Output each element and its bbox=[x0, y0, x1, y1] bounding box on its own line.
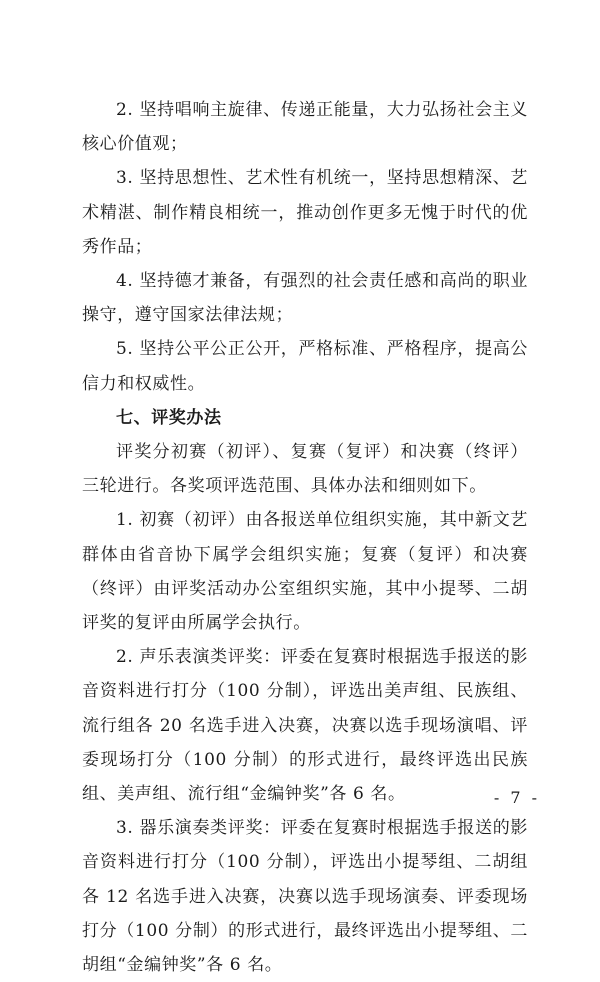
method-1: 1. 初赛（初评）由各报送单位组织实施，其中新文艺群体由省音协下属学会组织实施；复赛（复评）和决赛（终评）由评奖活动办公室组织实施，其中小提琴、二胡评奖的复评由所属学会执行。 bbox=[82, 510, 528, 634]
method-2: 2. 声乐表演类评奖：评委在复赛时根据选手报送的影音资料进行打分（100 分制），评选出美声组、民族组、流行组各 20 名选手进入决赛，决赛以选手现场演唱、评委现场打分（100 分制）的形式进行，最终评选出民族组、美声组、流行组“金编钟奖”各 6 名。 bbox=[82, 647, 528, 805]
principle-2: 2. 坚持唱响主旋律、传递正能量，大力弘扬社会主义核心价值观； bbox=[82, 100, 528, 155]
section-heading: 七、评奖办法 bbox=[116, 407, 222, 428]
method-3: 3. 器乐演奏类评奖：评委在复赛时根据选手报送的影音资料进行打分（100 分制），评选出小提琴组、二胡组各 12 名选手进入决赛，决赛以选手现场演奏、评委现场打分（100 分制）的形式进行，最终评选出小提琴组、二胡组“金编钟奖”各 6 名。 bbox=[82, 818, 528, 976]
principle-4: 4. 坚持德才兼备，有强烈的社会责任感和高尚的职业操守，遵守国家法律法规； bbox=[82, 271, 528, 326]
intro-paragraph: 评奖分初赛（初评）、复赛（复评）和决赛（终评）三轮进行。各奖项评选范围、具体办法和细则如下。 bbox=[82, 442, 528, 497]
document-body bbox=[82, 93, 528, 982]
page-number: - 7 - bbox=[493, 788, 540, 807]
principle-5: 5. 坚持公平公正公开，严格标准、严格程序，提高公信力和权威性。 bbox=[82, 339, 528, 394]
principle-3: 3. 坚持思想性、艺术性有机统一，坚持思想精深、艺术精湛、制作精良相统一，推动创作更多无愧于时代的优秀作品； bbox=[82, 168, 528, 257]
